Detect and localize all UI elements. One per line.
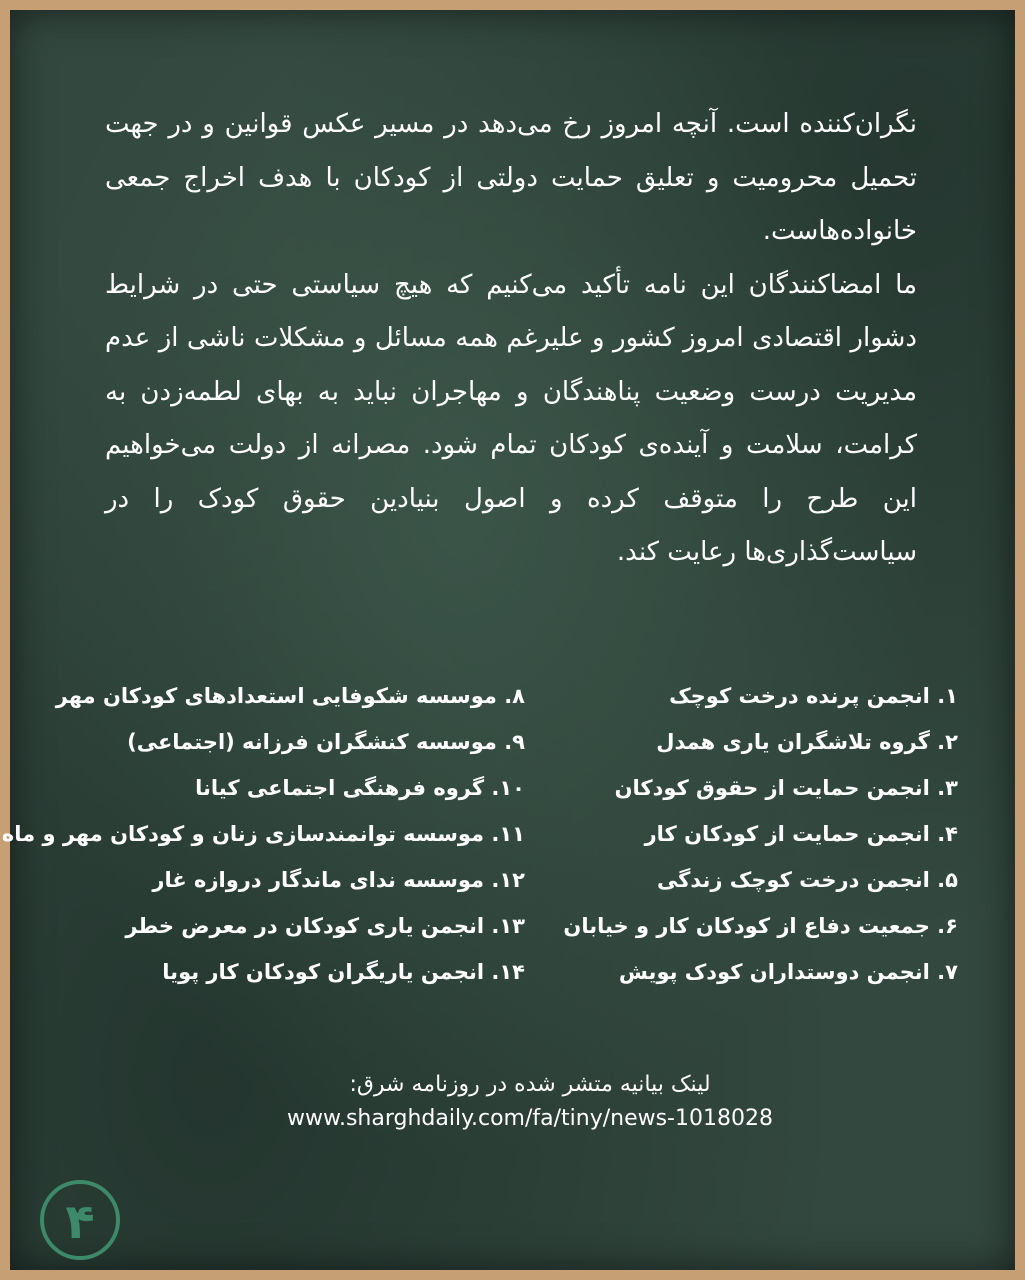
signatory-item: ۲. گروه تلاشگران یاری همدل [656, 730, 958, 754]
source-link[interactable]: www.sharghdaily.com/fa/tiny/news-1018028 [287, 1106, 773, 1131]
signatory-item: ۳. انجمن حمایت از حقوق کودکان [614, 776, 958, 800]
signatory-item: ۱۱. موسسه توانمندسازی زنان و کودکان مهر و ماه [1, 822, 525, 846]
signatory-item: ۱۲. موسسه ندای ماندگار دروازه غار [152, 868, 525, 892]
signatory-item: ۸. موسسه شکوفایی استعدادهای کودکان مهر [55, 684, 525, 708]
chalkboard [1, 10, 1015, 1270]
page-number: ۴ [65, 1194, 95, 1250]
statement-paragraph-2: ما امضاکنندگان این نامه تأکید می‌کنیم که هیچ سیاستی حتی در شرایط دشوار اقتصادی امروز کشور و علیرغم همه مسائل و مشکلات ناشی از عدم مدیریت درست وضعیت پناهندگان و مهاجران نباید به بهای لطمه‌زدن به کرامت، سلامت و آینده‌ی کودکان تمام شود. مصرانه از دولت می‌خواهیم این طرح را متوقف کرده و اصول بنیادین حقوق کودک را در سیاست‌گذاری‌ها رعایت کند. [105, 269, 917, 567]
signatory-item: ۹. موسسه کنشگران فرزانه (اجتماعی) [127, 730, 525, 754]
statement-paragraph-1: نگران‌کننده است. آنچه امروز رخ می‌دهد در مسیر عکس قوانین و در جهت تحمیل محرومیت و تعلیق حمایت دولتی از کودکان با هدف اخراج جمعی خانواده‌هاست. [105, 109, 917, 246]
signatories-list-left [1, 673, 525, 995]
signatory-item: ۱۴. انجمن یاریگران کودکان کار پویا [162, 960, 525, 984]
signatory-item: ۶. جمعیت دفاع از کودکان کار و خیابان [563, 914, 958, 938]
signatory-item: ۱۰. گروه فرهنگی اجتماعی کیانا [195, 776, 525, 800]
footer [210, 1068, 850, 1136]
statement-text [105, 98, 917, 580]
signatory-item: ۴. انجمن حمایت از کودکان کار [644, 822, 958, 846]
signatory-item: ۱۳. انجمن یاری کودکان در معرض خطر [125, 914, 525, 938]
signatory-item: ۵. انجمن درخت کوچک زندگی [656, 868, 958, 892]
signatory-item: ۱. انجمن پرنده درخت کوچک [669, 684, 958, 708]
signatories-list-right [510, 673, 958, 995]
signatory-item: ۷. انجمن دوستداران کودک پویش [618, 960, 958, 984]
page-number-badge [32, 1172, 128, 1268]
link-caption: لینک بیانیه متشر شده در روزنامه شرق: [349, 1072, 711, 1097]
